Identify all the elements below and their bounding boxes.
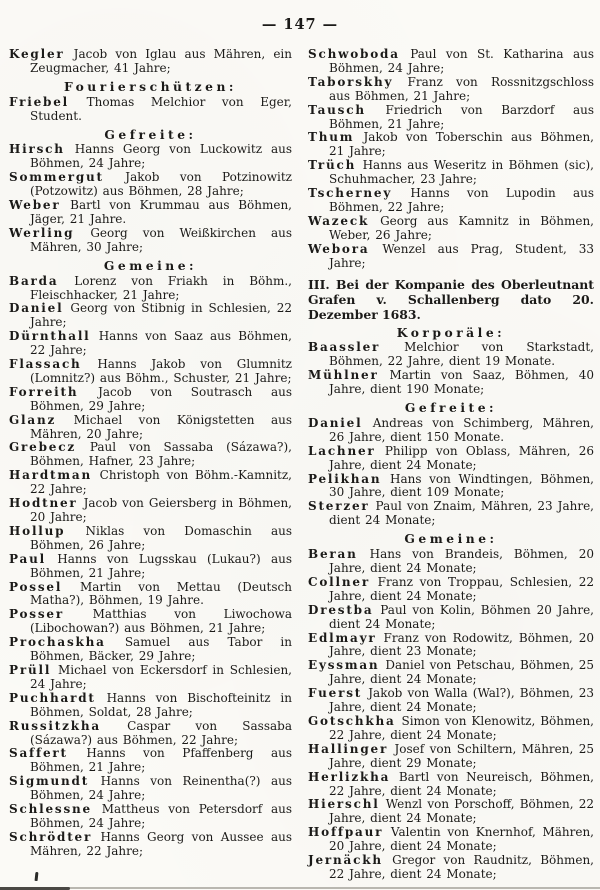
rank-heading: Korporäle: bbox=[396, 324, 506, 340]
surname: Dürnthall bbox=[9, 329, 91, 344]
surname: Barda bbox=[9, 273, 59, 288]
roster-entry: Kegler Jacob von Iglau aus Mähren, ein Zeugmacher, 41 Jahre; bbox=[9, 47, 292, 75]
roster-entry: Hirsch Hanns Georg von Luckowitz aus Böhmen, 24 Jahre; bbox=[9, 142, 292, 171]
surname: Kegler bbox=[9, 47, 65, 61]
surname: Gotschkha bbox=[308, 713, 396, 728]
surname: Thum bbox=[308, 130, 355, 145]
roster-entry: Schrödter Hanns Georg von Aussee aus Mähren, 22 Jahre; bbox=[9, 829, 292, 858]
surname: Hollup bbox=[9, 523, 66, 538]
roster-entry: Werling Georg von Weißkirchen aus Mähren, 30 Jahre; bbox=[9, 225, 292, 254]
roster-entry: Schlessne Mattheus von Petersdorf aus Böhmen, 24 Jahre; bbox=[9, 802, 292, 830]
surname: Paul bbox=[9, 551, 46, 566]
surname: Russitzkha bbox=[9, 718, 101, 733]
surname: Sterzer bbox=[308, 499, 370, 514]
roster-entry: Paul Hanns von Lugsskau (Lukau?) aus Böhmen, 21 Jahre; bbox=[9, 551, 292, 580]
surname: Sommergut bbox=[9, 170, 104, 185]
surname: Daniel bbox=[9, 301, 64, 316]
surname: Taborskhy bbox=[308, 74, 394, 89]
surname: Grebecz bbox=[9, 440, 76, 455]
surname: Collner bbox=[308, 574, 370, 589]
roster-entry: Puchhardt Hanns von Bischofteinitz in Böhmen, Soldat, 28 Jahre; bbox=[9, 690, 292, 719]
roster-entry: Weber Bartl von Krummau aus Böhmen, Jäger, 21 Jahre. bbox=[9, 198, 292, 226]
roster-entry: Schwoboda Paul von St. Katharina aus Böhmen, 24 Jahre; bbox=[308, 47, 594, 75]
surname: Tausch bbox=[308, 102, 366, 117]
surname: Edlmayr bbox=[308, 630, 377, 645]
surname: Fuerst bbox=[308, 686, 363, 701]
surname: Schwoboda bbox=[308, 47, 400, 61]
surname: Weber bbox=[9, 198, 61, 213]
roster-entry: Beran Hans von Brandeis, Böhmen, 20 Jahre, dient 24 Monate; bbox=[308, 547, 594, 575]
roster-entry: Glanz Michael von Königstetten aus Mähren, 20 Jahre; bbox=[9, 412, 292, 441]
roster-entry: Forreith Jacob von Soutrasch aus Böhmen, 29 Jahre; bbox=[9, 384, 292, 413]
surname: Friebel bbox=[9, 94, 70, 109]
surname: Wazeck bbox=[308, 213, 370, 228]
page-number: — 147 — bbox=[261, 16, 339, 33]
roster-entry: Baassler Melchior von Starkstadt, Böhmen, 22 Jahre, dient 19 Monate. bbox=[308, 340, 594, 369]
roster-entry: Drestba Paul von Kolin, Böhmen 20 Jahre, dient 24 Monate; bbox=[308, 602, 594, 631]
surname: Sigmundt bbox=[9, 774, 90, 789]
surname: Prüll bbox=[9, 662, 52, 677]
surname: Webora bbox=[308, 241, 370, 256]
roster-entry: Pelikhan Hans von Windtingen, Böhmen, 30 Jahre, dient 109 Monate; bbox=[308, 471, 594, 500]
roster-entry: Eyssman Daniel von Petschau, Böhmen, 25 Jahre, dient 24 Monate; bbox=[308, 658, 594, 687]
surname: Hirsch bbox=[9, 142, 65, 157]
surname: Prochaskha bbox=[9, 635, 106, 650]
roster-entry: Jernäckh Gregor von Raudnitz, Böhmen, 22 Jahre, dient 24 Monate; bbox=[308, 853, 594, 881]
surname: Possel bbox=[9, 579, 63, 594]
roster-entry: Russitzkha Caspar von Sassaba (Sázawa?) aus Böhmen, 22 Jahre; bbox=[9, 718, 292, 747]
roster-entry: Barda Lorenz von Friakh in Böhm., Fleischhacker, 21 Jahre; bbox=[9, 273, 292, 302]
roster-entry: Daniel Andreas von Schimberg, Mähren, 26 Jahre, dient 150 Monate. bbox=[308, 415, 594, 444]
rank-heading: Gemeine: bbox=[103, 257, 198, 273]
roster-entry: Sommergut Jakob von Potzinowitz (Potzowitz) aus Böhmen, 28 Jahre; bbox=[9, 170, 292, 199]
roster-entry: Collner Franz von Troppau, Schlesien, 22 Jahre, dient 24 Monate; bbox=[308, 574, 594, 603]
roster-entry: Tscherney Hanns von Lupodin aus Böhmen, 22 Jahre; bbox=[308, 186, 594, 214]
roster-entry: Posser Matthias von Liwochowa (Libochowan?) aus Böhmen, 21 Jahre; bbox=[9, 607, 292, 636]
roster-entry: Fuerst Jakob von Walla (Wal?), Böhmen, 23 Jahre, dient 24 Monate; bbox=[308, 686, 594, 715]
surname: Beran bbox=[308, 547, 358, 562]
roster-entry: Flassach Hanns Jakob von Glumnitz (Lomnitz?) aus Böhm., Schuster, 21 Jahre; bbox=[9, 357, 292, 385]
roster-entry: Sigmundt Hanns von Reinentha(?) aus Böhmen, 24 Jahre; bbox=[9, 774, 292, 803]
roster-entry: Sterzer Paul von Znaim, Mähren, 23 Jahre, dient 24 Monate; bbox=[308, 499, 594, 528]
rank-heading: Fourierschützen: bbox=[64, 78, 237, 94]
rank-heading: Gefreite: bbox=[404, 400, 498, 416]
roster-entry: Tausch Friedrich von Barzdorf aus Böhmen, 21 Jahre; bbox=[308, 102, 594, 131]
surname: Schlessne bbox=[9, 802, 92, 817]
surname: Pelikhan bbox=[308, 471, 382, 486]
surname: Herlizkha bbox=[308, 769, 391, 784]
surname: Trüch bbox=[308, 158, 357, 173]
roster-entry: Dürnthall Hanns von Saaz aus Böhmen, 22 Jahre; bbox=[9, 329, 292, 358]
surname: Baassler bbox=[308, 340, 381, 355]
right-column bbox=[308, 48, 594, 882]
roster-entry: Possel Martin von Mettau (Deutsch Matha?), Böhmen, 19 Jahre. bbox=[9, 579, 292, 608]
roster-entry: Prüll Michael von Eckersdorf in Schlesien, 24 Jahre; bbox=[9, 662, 292, 691]
roster-entry: Mühlner Martin von Saaz, Böhmen, 40 Jahre, dient 190 Monate; bbox=[308, 368, 594, 397]
surname: Hierschl bbox=[308, 797, 380, 812]
surname: Drestba bbox=[308, 602, 374, 617]
surname: Daniel bbox=[308, 415, 363, 430]
roster-entry: Lachner Philipp von Oblass, Mähren, 26 Jahre, dient 24 Monate; bbox=[308, 443, 594, 472]
surname: Eyssman bbox=[308, 658, 380, 673]
roster-entry: Thum Jakob von Toberschin aus Böhmen, 21 Jahre; bbox=[308, 130, 594, 159]
roster-entry: Saffert Hanns von Pfaffenberg aus Böhmen, 21 Jahre; bbox=[9, 746, 292, 775]
roster-entry: Hardtman Christoph von Böhm.-Kamnitz, 22 Jahre; bbox=[9, 468, 292, 497]
roster-entry: Friebel Thomas Melchior von Eger, Student. bbox=[9, 94, 292, 123]
roster-entry: Gotschkha Simon von Klenowitz, Böhmen, 22 Jahre, dient 24 Monate; bbox=[308, 713, 594, 742]
roster-entry: Hierschl Wenzl von Porschoff, Böhmen, 22 Jahre, dient 24 Monate; bbox=[308, 797, 594, 826]
surname: Mühlner bbox=[308, 368, 379, 383]
scan-ink-mark bbox=[35, 872, 39, 881]
surname: Schrödter bbox=[9, 829, 93, 844]
roster-entry: Webora Wenzel aus Prag, Student, 33 Jahre; bbox=[308, 241, 594, 270]
scan-edge-line bbox=[55, 887, 600, 889]
roster-entry: Hodtner Jacob von Geiersberg in Böhmen, 20 Jahre; bbox=[9, 496, 292, 524]
roster-entry: Grebecz Paul von Sassaba (Sázawa?), Böhmen, Hafner, 23 Jahre; bbox=[9, 440, 292, 469]
surname: Saffert bbox=[9, 746, 68, 761]
surname: Werling bbox=[9, 225, 75, 240]
company-section-title: III. Bei der Kompanie des Oberleutnant Grafen v. Schallenberg dato 20. Dezember 1683. bbox=[308, 276, 594, 322]
roster-entry: Trüch Hanns aus Weseritz in Böhmen (sic), Schuhmacher, 23 Jahre; bbox=[308, 158, 594, 187]
roster-entry: Daniel Georg von Stibnig in Schlesien, 22 Jahre; bbox=[9, 301, 292, 330]
roster-entry: Prochaskha Samuel aus Tabor in Böhmen, Bäcker, 29 Jahre; bbox=[9, 635, 292, 664]
surname: Hallinger bbox=[308, 741, 389, 756]
surname: Puchhardt bbox=[9, 690, 96, 705]
roster-entry: Taborskhy Franz von Rossnitzgschloss aus Böhmen, 21 Jahre; bbox=[308, 74, 594, 103]
left-column bbox=[9, 48, 292, 859]
rank-heading: Gemeine: bbox=[404, 531, 498, 547]
roster-entry: Hollup Niklas von Domaschin aus Böhmen, 26 Jahre; bbox=[9, 523, 292, 552]
surname: Forreith bbox=[9, 384, 79, 399]
roster-entry: Hoffpaur Valentin von Knernhof, Mähren, 20 Jahre, dient 24 Monate; bbox=[308, 825, 594, 854]
surname: Tscherney bbox=[308, 186, 393, 201]
surname: Posser bbox=[9, 607, 64, 622]
surname: Hodtner bbox=[9, 496, 78, 511]
surname: Glanz bbox=[9, 412, 57, 427]
surname: Hardtman bbox=[9, 468, 92, 483]
surname: Lachner bbox=[308, 443, 376, 458]
roster-entry: Herlizkha Bartl von Neureisch, Böhmen, 22 Jahre, dient 24 Monate; bbox=[308, 769, 594, 798]
surname: Hoffpaur bbox=[308, 825, 384, 840]
rank-heading: Gefreite: bbox=[104, 126, 197, 142]
roster-entry: Hallinger Josef von Schiltern, Mähren, 25 Jahre, dient 29 Monate; bbox=[308, 741, 594, 770]
roster-entry: Wazeck Georg aus Kamnitz in Böhmen, Weber, 26 Jahre; bbox=[308, 213, 594, 242]
surname: Flassach bbox=[9, 357, 82, 372]
roster-entry: Edlmayr Franz von Rodowitz, Böhmen, 20 Jahre, dient 23 Monate; bbox=[308, 630, 594, 659]
surname: Jernäckh bbox=[308, 853, 383, 868]
